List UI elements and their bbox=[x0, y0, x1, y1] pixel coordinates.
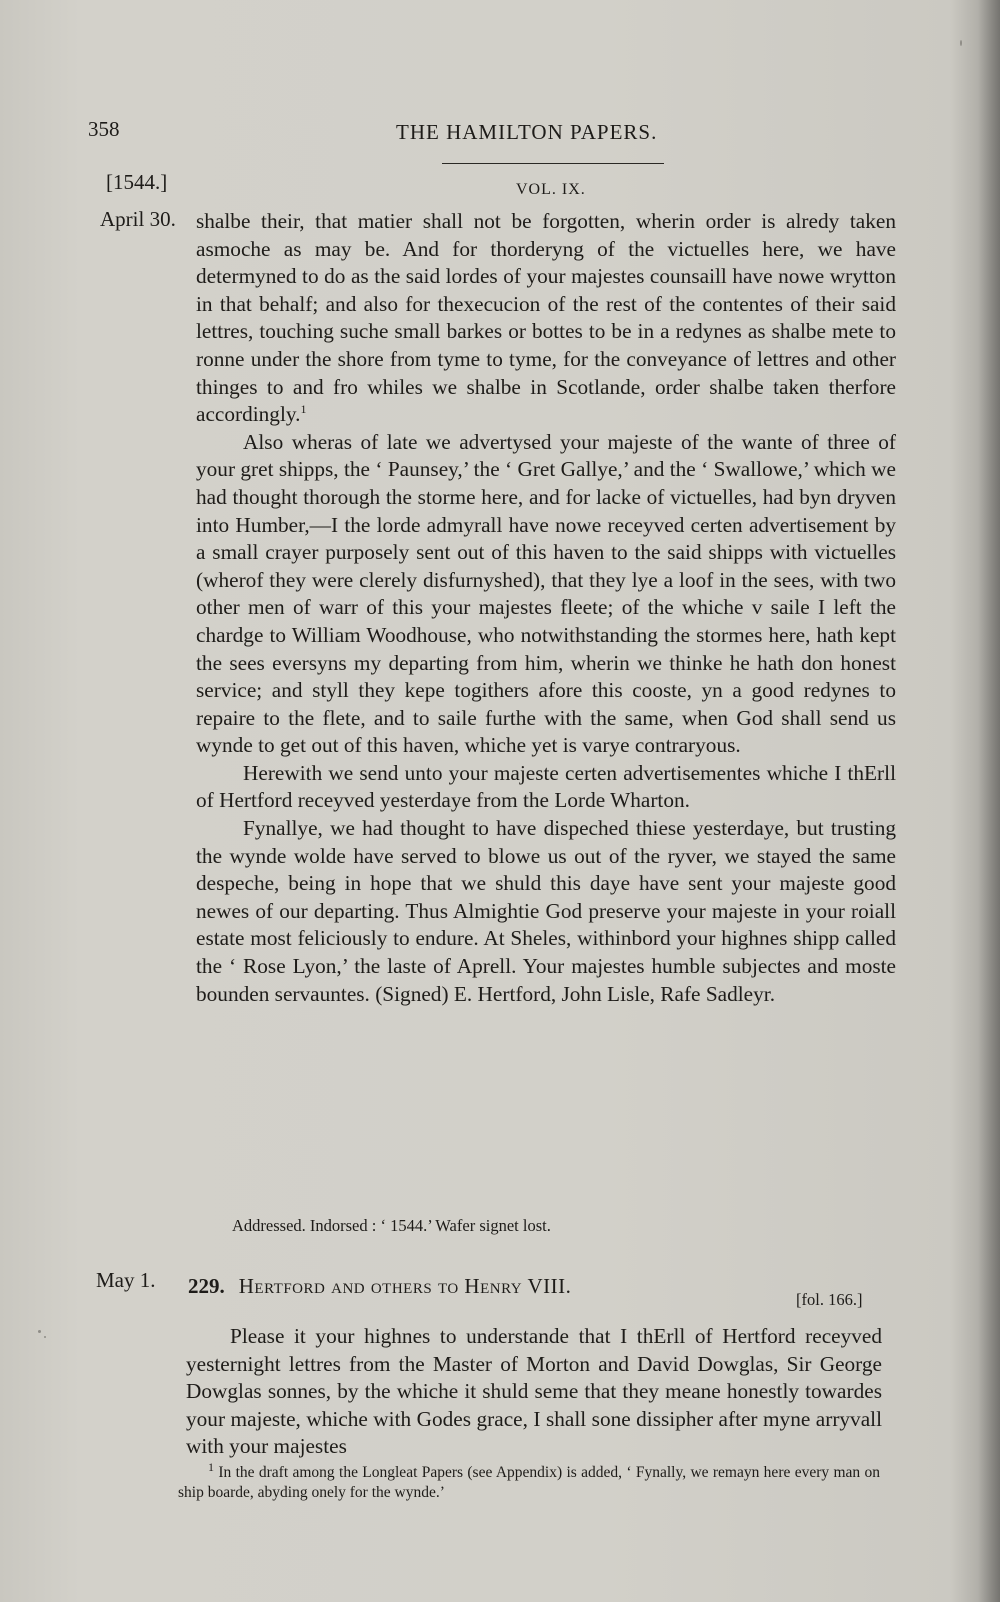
addressed-note: Addressed. Indorsed : ‘ 1544.’ Wafer signet lost. bbox=[232, 1216, 551, 1235]
running-head: THE HAMILTON PAPERS. bbox=[396, 120, 658, 144]
paragraph: Also wheras of late we advertysed your majeste of the wante of three of your gret shipps, the ‘ Paunsey,’ the ‘ Gret Gallye,’ and the ‘ Swallowe,’ which we had thought thorough the storme here, and for lacke of victuelles, had byn dryven into Humber,—I the lorde admyrall have nowe receyved certen advertisement by a small crayer purposely sent out of this haven to the said shipps with victuelles (wherof they were clerely disfurnyshed), that they lye a loof in the sees, with two other men of warr of this your majestes fleete; of the whiche v saile I left the chardge to William Woodhouse, who notwithstanding the stormes here, hath kept the sees eversyns my departing from him, wherin we thinke he hath don honest service; and styll they kepe togithers afore this cooste, yn a good redynes to repaire to the flete, and to saile furthe with the same, when God shall send us wynde to get out of this haven, whiche yet is varye contraryous. bbox=[196, 429, 896, 758]
entry-number: 229. bbox=[188, 1274, 225, 1298]
volume-label: VOL. IX. bbox=[516, 181, 586, 198]
margin-date-april: April 30. bbox=[100, 207, 176, 231]
folio-reference: [fol. 166.] bbox=[796, 1290, 863, 1309]
paragraph: Please it your highnes to understande that I thErll of Hertford receyved yesternight lettres from the Master of Morton and David Dowglas, Sir George Dowglas sonnes, by the whiche it shuld seme that they meane honestly towardes your majeste, whiche with Godes grace, I shall sone dissipher after myne arryvall with your majestes bbox=[186, 1324, 882, 1459]
footnote bbox=[178, 1459, 880, 1503]
entry-title: Hertford and others to Henry VIII. bbox=[238, 1274, 572, 1298]
year-marker: [1544.] bbox=[106, 170, 168, 194]
footnote-mark: 1 bbox=[208, 1459, 214, 1474]
footnote-reference: 1 bbox=[300, 402, 307, 417]
letter-body bbox=[196, 208, 896, 1008]
footnote-text bbox=[178, 1459, 880, 1503]
paragraph bbox=[196, 208, 896, 429]
margin-date-may: May 1. bbox=[96, 1268, 156, 1292]
footnote-body: In the draft among the Longleat Papers (see Appendix) is added, ‘ Fynally, we remayn here every man on ship boarde, abyding onely for the wynde.’ bbox=[178, 1464, 880, 1501]
entry-heading bbox=[188, 1274, 571, 1299]
header-rule bbox=[442, 163, 664, 164]
entry-body bbox=[186, 1323, 882, 1461]
paragraph: Herewith we send unto your majeste certen advertisementes whiche I thErll of Hertford receyved yesterdaye from the Lorde Wharton. bbox=[196, 760, 896, 813]
page-edge-shadow bbox=[978, 0, 1000, 1602]
paragraph-text: shalbe their, that matier shall not be forgotten, wherin order is alredy taken asmoche as may be. And for thorderyng of the victuelles here, we have determyned to do as the said lordes of your majestes counsaill have nowe wrytton in that behalf; and also for thexecucion of the rest of the contentes of their said lettres, touching suche small barkes or bottes to be in a redynes as shalbe mete to ronne under the shore from tyme to tyme, for the conveyance of lettres and other thinges to and fro whiles we shalbe in Scotlande, order shalbe taken therfore accordingly. bbox=[196, 209, 896, 427]
paragraph: Fynallye, we had thought to have dispeched thiese yesterdaye, but trusting the wynde wolde have served to blowe us out of the ryver, we stayed the same despeche, being in hope that we shuld this daye have sent your majeste good newes of our departing. Thus Almightie God preserve your majeste in your roiall estate most feliciously to endure. At Sheles, withinbord your highnes shipp called the ‘ Rose Lyon,’ the laste of Aprell. Your majestes humble subjectes and moste bounden servauntes. (Signed) E. Hertford, John Lisle, Rafe Sadleyr. bbox=[196, 816, 896, 1006]
page-number: 358 bbox=[88, 117, 120, 141]
